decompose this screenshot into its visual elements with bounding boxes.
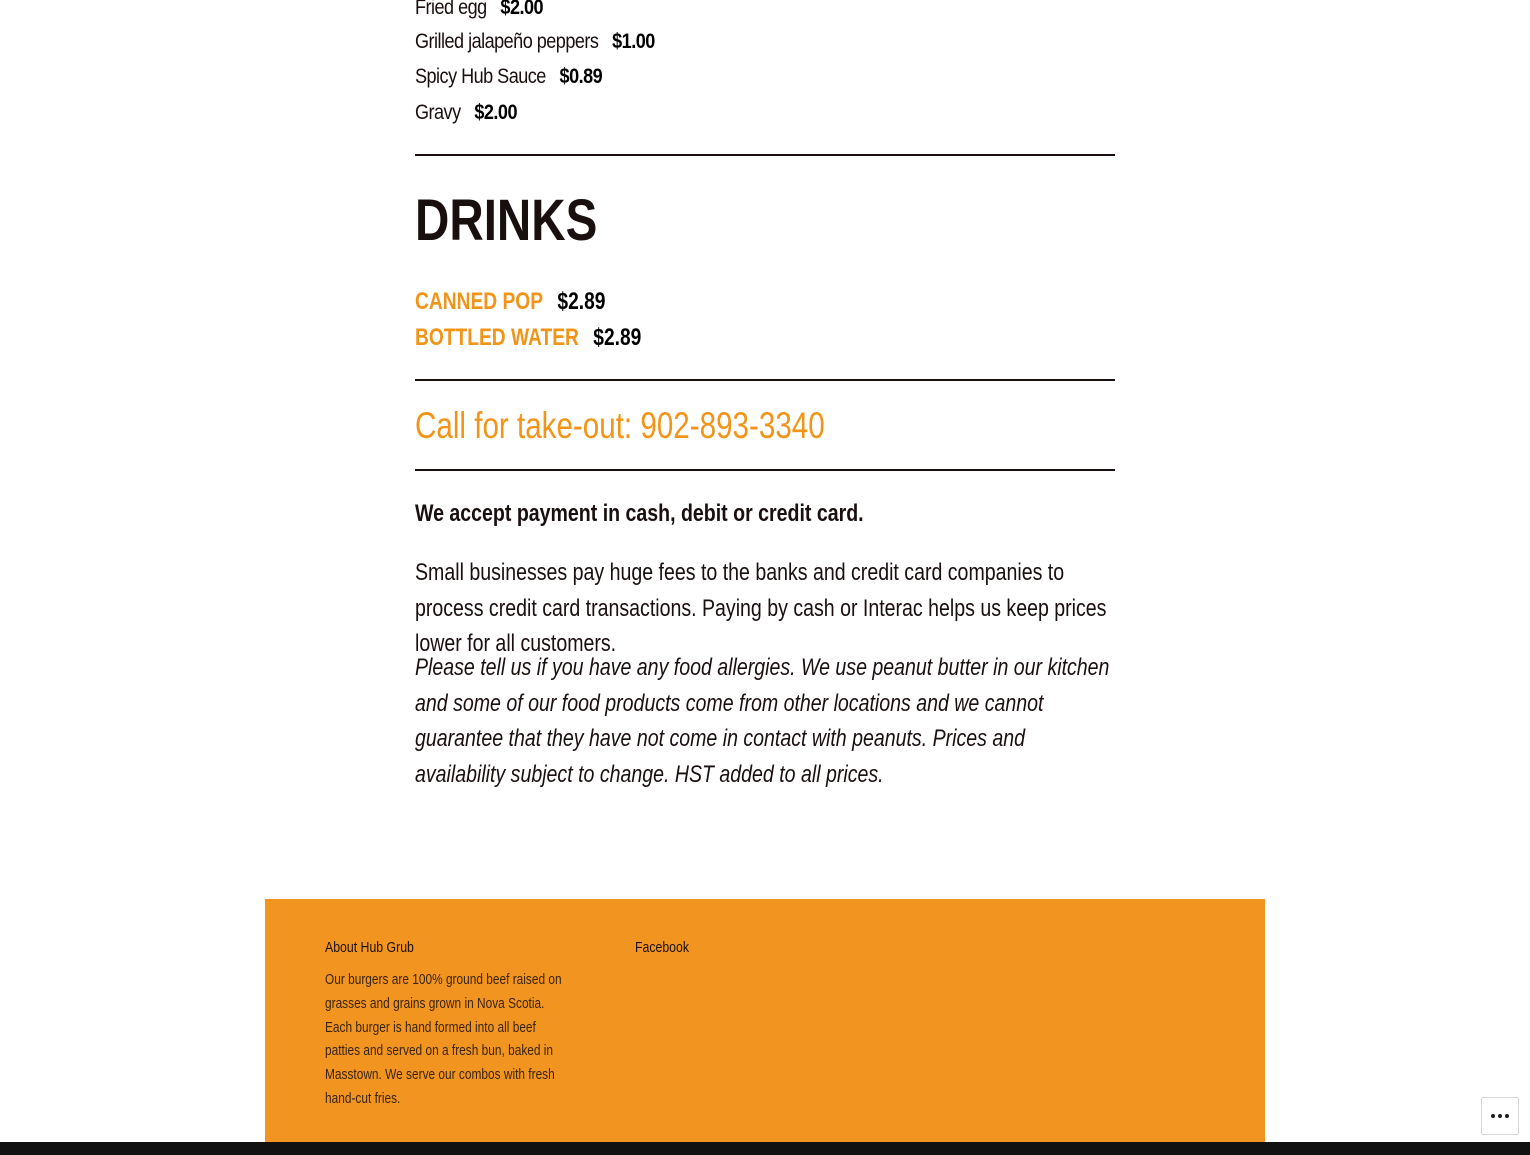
section-divider — [415, 154, 1115, 156]
addon-item — [415, 30, 655, 54]
facebook-widget-title: Facebook — [635, 939, 690, 956]
bottom-bar — [0, 1142, 1530, 1155]
more-actions-button[interactable] — [1481, 1097, 1519, 1135]
more-dots-icon — [1490, 1113, 1510, 1119]
drinks-heading: DRINKS — [415, 188, 598, 253]
drink-item — [415, 324, 641, 352]
about-widget-text: Our burgers are 100% ground beef raised on grasses and grains grown in Nova Scotia. Each burger is hand formed into all beef patties and served on a fresh bun, baked in Masstown. We serve our combos with fresh hand-cut fries. — [325, 972, 562, 1107]
footer-widgets — [265, 899, 1265, 1142]
payment-heading: We accept payment in cash, debit or credit card. — [415, 500, 864, 527]
addon-price: $1.00 — [612, 30, 655, 53]
addon-name: Gravy — [415, 101, 461, 124]
addon-name: Spicy Hub Sauce — [415, 65, 546, 88]
drink-price: $2.89 — [593, 324, 642, 351]
drink-price: $2.89 — [557, 288, 606, 315]
addon-item — [415, 0, 543, 20]
payment-fees-text: Small businesses pay huge fees to the banks and credit card companies to process credit card transactions. Paying by cash or Interac helps us keep prices lower for all customers. — [415, 559, 1107, 657]
section-divider — [415, 379, 1115, 381]
drink-item — [415, 288, 605, 316]
addon-price: $2.00 — [500, 0, 544, 19]
addon-item — [415, 65, 602, 89]
drink-name: CANNED POP — [415, 288, 544, 315]
takeout-phone: Call for take-out: 902-893-3340 — [415, 405, 825, 446]
addon-item — [415, 101, 517, 125]
section-divider — [415, 469, 1115, 471]
addon-name: Fried egg — [415, 0, 487, 19]
addon-price: $2.00 — [474, 101, 517, 124]
addon-price: $0.89 — [559, 65, 603, 88]
about-widget-title: About Hub Grub — [325, 939, 414, 956]
drink-name: BOTTLED WATER — [415, 324, 579, 351]
allergy-notice: Please tell us if you have any food allergies. We use peanut butter in our kitchen and some of our food products come from other locations and we cannot guarantee that they have not come in contact with peanuts. Prices and availability subject to change. HST added to all prices. — [415, 654, 1110, 788]
addon-name: Grilled jalapeño peppers — [415, 30, 599, 53]
